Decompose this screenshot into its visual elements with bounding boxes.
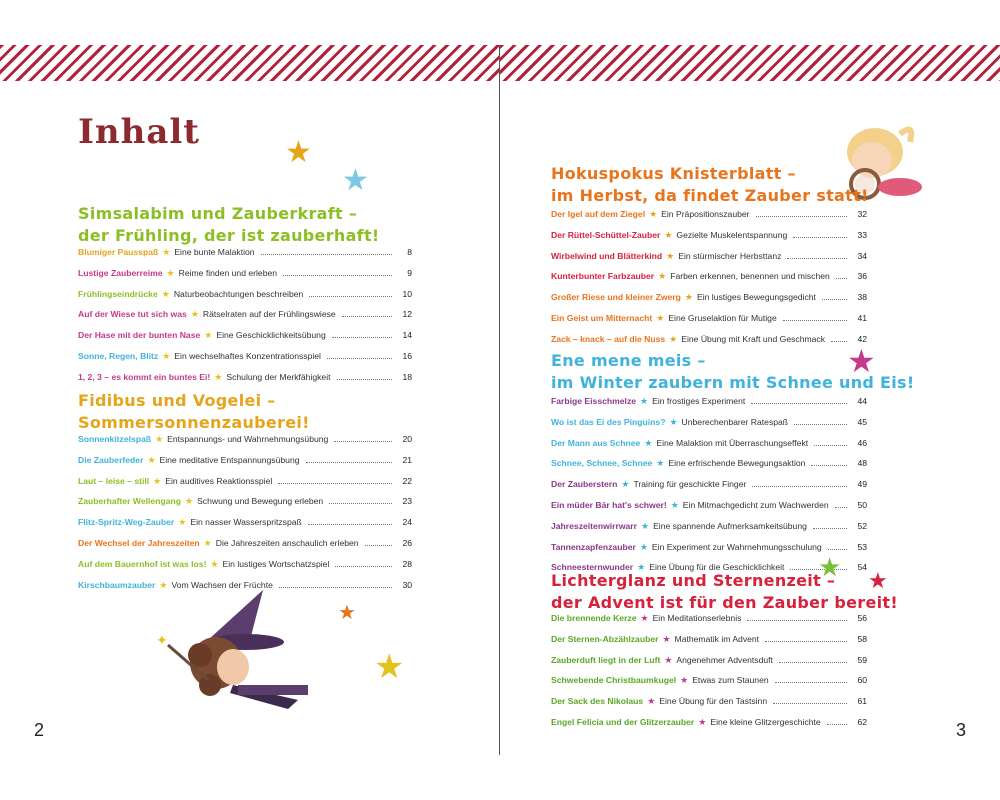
dot-leader: [765, 640, 847, 642]
decorative-stripe: [0, 45, 500, 81]
dot-leader: [811, 464, 847, 466]
star-bullet-icon: ★: [210, 558, 219, 569]
toc-entry-description: Eine spannende Aufmerksamkeitsübung: [653, 520, 807, 531]
toc-entry: [551, 396, 867, 417]
dot-leader: [337, 378, 392, 380]
dot-leader: [822, 298, 847, 300]
toc-entry-title: Blumiger Pausspaß: [78, 247, 159, 257]
dot-leader: [773, 702, 847, 704]
toc-entry-description: Naturbeobachtungen beschreiben: [173, 288, 304, 299]
toc-list-summer: [78, 434, 412, 600]
section-title-winter: Ene mene meis – im Winter zaubern mit Schnee und Eis!: [551, 351, 915, 392]
toc-entry-page: 52: [857, 520, 867, 531]
toc-entry-page: 28: [402, 558, 412, 569]
dot-leader: [747, 619, 847, 621]
toc-entry-page: 24: [402, 517, 412, 528]
toc-entry-description: Ein lustiges Bewegungsgedicht: [696, 292, 816, 303]
star-bullet-icon: ★: [656, 312, 665, 323]
toc-entry: [551, 479, 867, 500]
toc-entry-description: Ein Meditationserlebnis: [652, 613, 742, 623]
toc-entry-page: 54: [857, 562, 867, 573]
star-bullet-icon: ★: [166, 267, 175, 278]
toc-entry-page: 23: [402, 496, 412, 507]
toc-entry-description: Ein Experiment zur Wahrnehmungsschulung: [651, 541, 822, 552]
toc-entry-page: 38: [857, 292, 867, 303]
star-bullet-icon: ★: [640, 613, 649, 623]
witch-illustration: [138, 585, 338, 715]
star-bullet-icon: ★: [153, 475, 162, 486]
toc-entry-title: Schwebende Christbaumkugel: [551, 675, 677, 686]
star-bullet-icon: ★: [664, 654, 673, 665]
toc-entry-title: Schneesternwunder: [551, 562, 634, 573]
star-bullet-icon: ★: [147, 454, 156, 465]
star-bullet-icon: ★: [669, 416, 678, 427]
toc-entry-title: Frühlingseindrücke: [78, 288, 158, 299]
toc-entry-title: Sonne, Regen, Blitz: [78, 350, 159, 361]
toc-entry-page: 21: [402, 454, 412, 465]
toc-entry-title: Sonnenkitzelspaß: [78, 434, 152, 444]
star-bullet-icon: ★: [684, 292, 693, 303]
toc-entry-description: Eine Malaktion mit Überraschungseffekt: [656, 437, 809, 448]
page-number-right: 3: [956, 720, 967, 740]
dot-leader: [306, 461, 392, 463]
toc-entry-title: Kirschbaumzauber: [78, 579, 156, 590]
section-title-advent: Lichterglanz und Sternenzeit – der Advent ist für den Zauber bereit!: [551, 571, 898, 612]
decorative-stripe: [500, 45, 1000, 81]
toc-entry-description: Eine Geschicklichkeitsübung: [216, 330, 326, 341]
dot-leader: [775, 681, 847, 683]
star-icon: ★: [285, 136, 312, 169]
star-bullet-icon: ★: [214, 371, 223, 382]
page-gutter: [499, 45, 500, 755]
toc-entry: [551, 500, 867, 521]
star-icon: ★: [374, 648, 405, 686]
dot-leader: [752, 485, 847, 487]
star-bullet-icon: ★: [639, 541, 648, 552]
toc-entry-page: 44: [857, 396, 867, 406]
dot-leader: [751, 402, 847, 404]
toc-entry-page: 62: [857, 716, 867, 727]
star-bullet-icon: ★: [203, 537, 212, 548]
star-icon: ★: [868, 568, 888, 593]
toc-entry: [551, 438, 867, 459]
toc-entry: [78, 538, 412, 559]
toc-entry-description: Entspannungs- und Wahrnehmungsübung: [167, 434, 329, 444]
toc-entry: [551, 230, 867, 251]
toc-entry-page: 36: [857, 271, 867, 282]
toc-entry-page: 42: [857, 333, 867, 344]
dot-leader: [365, 544, 392, 546]
star-bullet-icon: ★: [640, 520, 650, 531]
dot-leader: [332, 336, 392, 338]
star-bullet-icon: ★: [669, 333, 678, 344]
toc-entry-description: Ein stürmischer Herbsttanz: [678, 250, 782, 261]
toc-entry: [78, 455, 412, 476]
toc-entry-description: Eine erfrischende Bewegungsaktion: [668, 458, 806, 469]
toc-entry-title: Engel Felicia und der Glitzerzauber: [551, 716, 695, 727]
toc-entry-title: Die Zauberfeder: [78, 454, 144, 465]
toc-entry: [551, 292, 867, 313]
dot-leader: [261, 253, 392, 255]
toc-entry-page: 41: [857, 312, 867, 323]
toc-entry-title: Schnee, Schnee, Schnee: [551, 458, 653, 469]
toc-entry-title: Die brennende Kerze: [551, 613, 637, 623]
toc-entry-page: 12: [402, 309, 412, 320]
toc-entry-page: 8: [407, 247, 412, 257]
dot-leader: [329, 502, 392, 504]
toc-entry-title: Laut – leise – still: [78, 475, 150, 486]
toc-entry-description: Eine meditative Entspannungsübung: [159, 454, 300, 465]
toc-entry-description: Eine Übung für die Geschicklichkeit: [649, 562, 785, 573]
toc-entry-description: Ein lustiges Wortschatzspiel: [222, 558, 330, 569]
toc-entry: [551, 521, 867, 542]
toc-entry-page: 60: [857, 675, 867, 686]
toc-entry-page: 32: [857, 209, 867, 219]
star-bullet-icon: ★: [670, 499, 679, 510]
svg-text:✦: ✦: [156, 632, 168, 648]
toc-entry-title: Kunterbunter Farbzauber: [551, 271, 655, 282]
section-title-summer: Fidibus und Vogelei – Sommersonnenzauberei!: [78, 391, 310, 432]
toc-entry-page: 14: [402, 330, 412, 341]
toc-entry-description: Vom Wachsen der Früchte: [171, 579, 273, 590]
dot-leader: [794, 423, 847, 425]
toc-entry-description: Schulung der Merkfähigkeit: [226, 371, 331, 382]
dot-leader: [787, 257, 847, 259]
toc-entry: [551, 696, 867, 717]
star-bullet-icon: ★: [637, 562, 646, 573]
toc-entry-title: Ein Geist um Mitternacht: [551, 312, 653, 323]
toc-entry-title: Großer Riese und kleiner Zwerg: [551, 292, 681, 303]
toc-list-spring: [78, 247, 412, 393]
star-bullet-icon: ★: [161, 288, 170, 299]
toc-entry-description: Unberechenbarer Ratespaß: [681, 416, 789, 427]
dot-leader: [827, 723, 847, 725]
star-bullet-icon: ★: [658, 271, 667, 282]
dot-leader: [327, 357, 392, 359]
star-bullet-icon: ★: [162, 247, 171, 257]
toc-entry: [78, 496, 412, 517]
toc-entry-title: Auf dem Bauernhof ist was los!: [78, 558, 207, 569]
star-bullet-icon: ★: [644, 437, 653, 448]
dot-leader: [831, 340, 847, 342]
toc-entry-page: 26: [402, 537, 412, 548]
toc-entry-description: Mathematik im Advent: [674, 633, 760, 644]
toc-entry: [78, 434, 412, 455]
toc-entry-title: Farbige Eisschmelze: [551, 396, 637, 406]
toc-entry: [78, 247, 412, 268]
dot-leader: [835, 506, 847, 508]
star-bullet-icon: ★: [159, 579, 168, 590]
toc-entry-title: Der Mann aus Schnee: [551, 437, 641, 448]
toc-entry: [551, 251, 867, 272]
toc-entry-description: Schwung und Bewegung erleben: [197, 496, 324, 507]
toc-entry-title: Ein müder Bär hat's schwer!: [551, 499, 667, 510]
toc-entry: [551, 209, 867, 230]
toc-entry-description: Eine Gruselaktion für Mutige: [668, 312, 777, 323]
toc-entry-description: Ein Mitmachgedicht zum Wachwerden: [682, 499, 829, 510]
dot-leader: [779, 661, 847, 663]
star-bullet-icon: ★: [647, 696, 656, 707]
toc-entry: [78, 476, 412, 497]
toc-entry-page: 50: [857, 499, 867, 510]
toc-entry-description: Ein Präpositionszauber: [661, 209, 750, 219]
toc-list-autumn: [551, 209, 867, 355]
dot-leader: [309, 295, 392, 297]
toc-entry-title: Der Sternen-Abzählzauber: [551, 633, 659, 644]
toc-entry-title: Der Igel auf dem Ziegel: [551, 209, 646, 219]
toc-entry-description: Farben erkennen, benennen und mischen: [670, 271, 830, 282]
right-page: [500, 0, 1000, 800]
toc-entry-page: 58: [857, 633, 867, 644]
dot-leader: [814, 444, 847, 446]
toc-entry-description: Ein auditives Reaktionsspiel: [165, 475, 273, 486]
page-number-left: 2: [34, 720, 45, 740]
toc-entry-description: Eine Übung mit Kraft und Geschmack: [681, 333, 826, 344]
toc-entry-title: Wo ist das Ei des Pinguins?: [551, 416, 666, 427]
dot-leader: [283, 274, 392, 276]
dot-leader: [836, 277, 847, 279]
star-icon: ★: [342, 164, 369, 197]
star-icon: ★: [338, 602, 356, 624]
toc-entry-title: Zack – knack – auf die Nuss: [551, 333, 666, 344]
toc-title: Inhalt: [78, 112, 200, 152]
toc-entry-page: 49: [857, 479, 867, 490]
toc-entry-description: Gezielte Muskelentspannung: [676, 229, 788, 240]
toc-entry-title: Der Rüttel-Schüttel-Zauber: [551, 229, 661, 240]
toc-entry: [551, 655, 867, 676]
star-icon: ★: [847, 343, 876, 379]
star-bullet-icon: ★: [204, 330, 213, 341]
star-bullet-icon: ★: [621, 479, 630, 490]
toc-entry: [78, 309, 412, 330]
toc-entry-description: Eine kleine Glitzergeschichte: [710, 716, 821, 727]
toc-entry-page: 53: [857, 541, 867, 552]
toc-list-advent: [551, 613, 867, 738]
dot-leader: [783, 319, 847, 321]
star-bullet-icon: ★: [649, 209, 658, 219]
toc-entry-description: Reime finden und erleben: [178, 267, 278, 278]
toc-entry: [78, 559, 412, 580]
toc-entry-page: 33: [857, 229, 867, 240]
toc-entry: [78, 289, 412, 310]
dot-leader: [278, 482, 392, 484]
toc-entry-page: 61: [857, 696, 867, 707]
section-title-spring: Simsalabim und Zauberkraft – der Frühling, der ist zauberhaft!: [78, 204, 380, 245]
toc-entry-description: Ein nasser Wasserspritzspaß: [190, 517, 302, 528]
star-icon: ★: [818, 552, 842, 582]
star-bullet-icon: ★: [190, 309, 199, 320]
toc-entry-description: Ein frostiges Experiment: [652, 396, 746, 406]
dot-leader: [793, 236, 847, 238]
dot-leader: [334, 440, 392, 442]
toc-entry-page: 34: [857, 250, 867, 261]
toc-entry-title: Lustige Zauberreime: [78, 267, 163, 278]
star-bullet-icon: ★: [640, 396, 649, 406]
toc-entry-title: Wirbelwind und Blätterkind: [551, 250, 663, 261]
toc-entry-description: Die Jahreszeiten anschaulich erleben: [215, 537, 359, 548]
toc-entry: [551, 417, 867, 438]
toc-entry-description: Training für geschickte Finger: [633, 479, 747, 490]
toc-entry-page: 48: [857, 458, 867, 469]
toc-entry-title: Der Zauberstern: [551, 479, 618, 490]
star-bullet-icon: ★: [178, 517, 187, 528]
dot-leader: [813, 527, 847, 529]
star-bullet-icon: ★: [662, 633, 671, 644]
star-bullet-icon: ★: [184, 496, 194, 507]
toc-entry: [551, 313, 867, 334]
toc-entry-description: Eine bunte Malaktion: [174, 247, 255, 257]
toc-entry-title: Flitz-Spritz-Weg-Zauber: [78, 517, 175, 528]
star-bullet-icon: ★: [698, 716, 707, 727]
toc-entry-page: 20: [402, 434, 412, 444]
toc-entry-title: 1, 2, 3 – es kommt ein buntes Ei!: [78, 371, 211, 382]
toc-entry-page: 18: [402, 371, 412, 382]
star-bullet-icon: ★: [656, 458, 665, 469]
toc-entry-title: Tannenzapfenzauber: [551, 541, 636, 552]
dot-leader: [308, 523, 392, 525]
toc-entry-page: 56: [857, 613, 867, 623]
toc-entry-description: Ein wechselhaftes Konzentrationsspiel: [174, 350, 321, 361]
toc-entry-page: 59: [857, 654, 867, 665]
section-title-autumn: Hokuspokus Knisterblatt – im Herbst, da findet Zauber statt!: [551, 164, 869, 205]
toc-entry: [551, 675, 867, 696]
dot-leader: [828, 548, 847, 550]
toc-entry-description: Angenehmer Adventsduft: [676, 654, 773, 665]
toc-entry-page: 22: [402, 475, 412, 486]
toc-entry: [551, 458, 867, 479]
dot-leader: [342, 315, 392, 317]
toc-entry-title: Der Sack des Nikolaus: [551, 696, 644, 707]
toc-entry: [551, 717, 867, 738]
toc-entry-title: Der Hase mit der bunten Nase: [78, 330, 201, 341]
toc-entry: [78, 330, 412, 351]
dot-leader: [756, 215, 847, 217]
toc-entry-page: 30: [402, 579, 412, 590]
toc-entry-title: Der Wechsel der Jahreszeiten: [78, 537, 200, 548]
dot-leader: [335, 565, 392, 567]
toc-entry-page: 10: [402, 288, 412, 299]
toc-entry: [551, 613, 867, 634]
toc-entry: [78, 351, 412, 372]
toc-entry-page: 45: [857, 416, 867, 427]
star-bullet-icon: ★: [162, 350, 171, 361]
toc-entry-page: 9: [407, 267, 412, 278]
star-bullet-icon: ★: [680, 675, 689, 686]
star-bullet-icon: ★: [155, 434, 164, 444]
toc-entry-title: Auf der Wiese tut sich was: [78, 309, 187, 320]
toc-entry-title: Jahreszeitenwirrwarr: [551, 520, 637, 531]
toc-entry-title: Zauberduft liegt in der Luft: [551, 654, 661, 665]
star-bullet-icon: ★: [666, 250, 675, 261]
star-bullet-icon: ★: [664, 229, 673, 240]
toc-entry-page: 16: [402, 350, 412, 361]
toc-entry: [551, 271, 867, 292]
toc-entry: [551, 634, 867, 655]
toc-entry: [78, 268, 412, 289]
toc-entry-description: Etwas zum Staunen: [692, 675, 769, 686]
toc-entry-page: 46: [857, 437, 867, 448]
toc-entry-title: Zauberhafter Wellengang: [78, 496, 181, 507]
toc-entry-description: Rätselraten auf der Frühlingswiese: [202, 309, 336, 320]
toc-entry: [78, 517, 412, 538]
toc-entry-description: Eine Übung für den Tastsinn: [659, 696, 768, 707]
